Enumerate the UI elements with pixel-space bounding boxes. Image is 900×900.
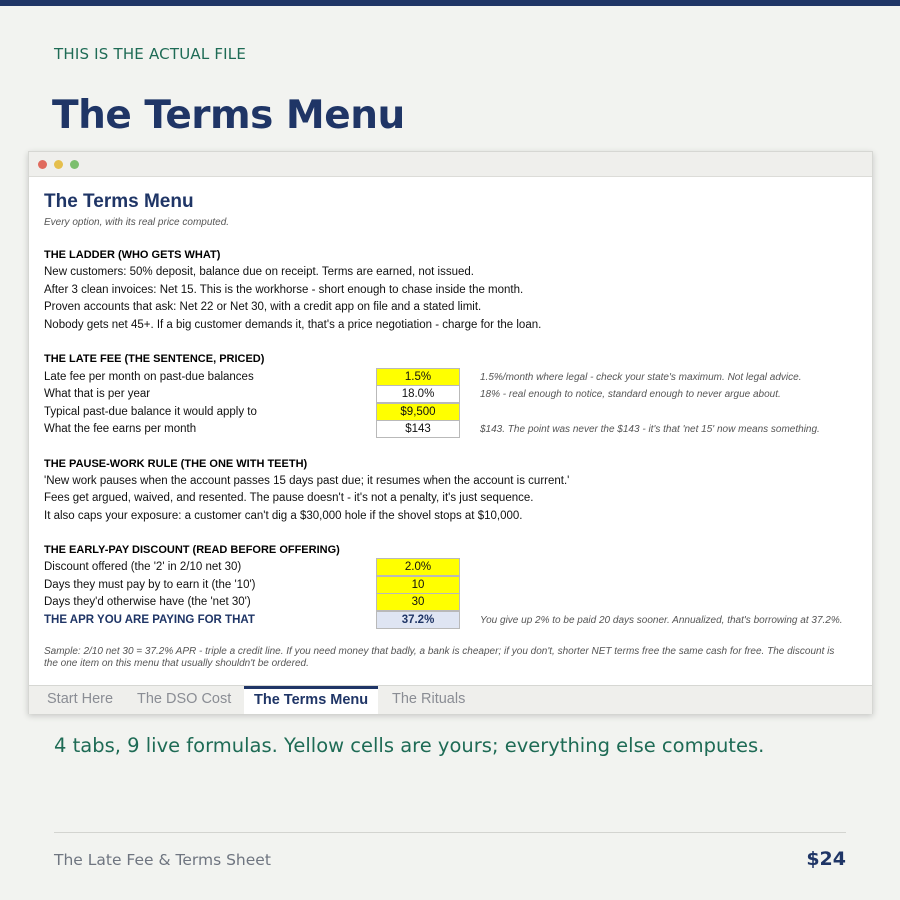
minimize-window-dot[interactable] <box>54 160 63 169</box>
tab-rituals[interactable]: The Rituals <box>392 691 466 707</box>
tab-terms-menu[interactable]: The Terms Menu <box>244 686 378 714</box>
price-label: $24 <box>806 848 846 870</box>
tab-dso-cost[interactable]: The DSO Cost <box>137 691 232 707</box>
pause-line: 'New work pauses when the account passes 15 days past due; it resumes when the account is current.' <box>44 475 570 487</box>
pause-heading: THE PAUSE-WORK RULE (THE ONE WITH TEETH) <box>44 458 308 470</box>
discount-label: Discount offered (the '2' in 2/10 net 30) <box>44 561 242 573</box>
window-titlebar <box>29 152 872 177</box>
discount-days-cell[interactable]: 10 <box>376 576 460 594</box>
pause-line: It also caps your exposure: a customer can't dig a $30,000 hole if the shovel stops at $10,000. <box>44 510 523 522</box>
net-days-cell[interactable]: 30 <box>376 593 460 611</box>
ladder-line: After 3 clean invoices: Net 15. This is the workhorse - short enough to chase inside the month. <box>44 284 524 296</box>
ladder-heading: THE LADDER (WHO GETS WHAT) <box>44 249 221 261</box>
spreadsheet-window <box>28 151 873 714</box>
sheet-title: The Terms Menu <box>44 191 194 212</box>
late-fee-rate-note: 1.5%/month where legal - check your state's maximum. Not legal advice. <box>480 372 802 383</box>
apr-label: THE APR YOU ARE PAYING FOR THAT <box>44 614 255 626</box>
sample-note: Sample: 2/10 net 30 = 37.2% APR - triple a credit line. If you need money that badly, a bank is cheaper; if you don't, shorter NET terms free the same cash for free. The discount is the one item on this menu that usually shouldn't be ordered. <box>44 646 835 669</box>
annual-rate-cell: 18.0% <box>376 385 460 403</box>
discount-days-label: Days they must pay by to earn it (the '10') <box>44 579 256 591</box>
ladder-line: Nobody gets net 45+. If a big customer demands it, that's a price negotiation - charge for the loan. <box>44 319 542 331</box>
sheet-subtitle: Every option, with its real price computed. <box>44 217 230 228</box>
early-pay-heading: THE EARLY-PAY DISCOUNT (READ BEFORE OFFERING) <box>44 544 340 556</box>
past-due-balance-cell[interactable]: $9,500 <box>376 403 460 421</box>
caption-text: 4 tabs, 9 live formulas. Yellow cells are yours; everything else computes. <box>54 734 765 757</box>
product-name: The Late Fee & Terms Sheet <box>54 851 271 869</box>
net-days-label: Days they'd otherwise have (the 'net 30') <box>44 596 251 608</box>
fee-earned-label: What the fee earns per month <box>44 423 197 435</box>
apr-note: You give up 2% to be paid 20 days sooner. Annualized, that's borrowing at 37.2%. <box>480 615 843 626</box>
past-due-balance-label: Typical past-due balance it would apply to <box>44 406 257 418</box>
tab-start-here[interactable]: Start Here <box>47 691 114 707</box>
pause-line: Fees get argued, waived, and resented. The pause doesn't - it's not a penalty, it's just sequence. <box>44 492 534 504</box>
page-headline: The Terms Menu <box>52 93 405 138</box>
late-fee-rate-cell[interactable]: 1.5% <box>376 368 460 386</box>
discount-cell[interactable]: 2.0% <box>376 558 460 576</box>
annual-rate-label: What that is per year <box>44 388 151 400</box>
maximize-window-dot[interactable] <box>70 160 79 169</box>
top-accent-bar <box>0 0 900 6</box>
eyebrow-label: THIS IS THE ACTUAL FILE <box>54 45 247 63</box>
ladder-line: New customers: 50% deposit, balance due on receipt. Terms are earned, not issued. <box>44 266 474 278</box>
late-fee-heading: THE LATE FEE (THE SENTENCE, PRICED) <box>44 353 265 365</box>
fee-earned-cell: $143 <box>376 420 460 438</box>
footer-divider <box>54 832 846 833</box>
close-window-dot[interactable] <box>38 160 47 169</box>
sheet-tab-bar <box>29 685 872 714</box>
apr-cell: 37.2% <box>376 611 460 629</box>
ladder-line: Proven accounts that ask: Net 22 or Net 30, with a credit app on file and a stated limit. <box>44 301 482 313</box>
sheet-content <box>29 177 872 685</box>
late-fee-rate-label: Late fee per month on past-due balances <box>44 371 254 383</box>
annual-rate-note: 18% - real enough to notice, standard enough to never argue about. <box>480 389 781 400</box>
fee-earned-note: $143. The point was never the $143 - it's that 'net 15' now means something. <box>480 424 820 435</box>
